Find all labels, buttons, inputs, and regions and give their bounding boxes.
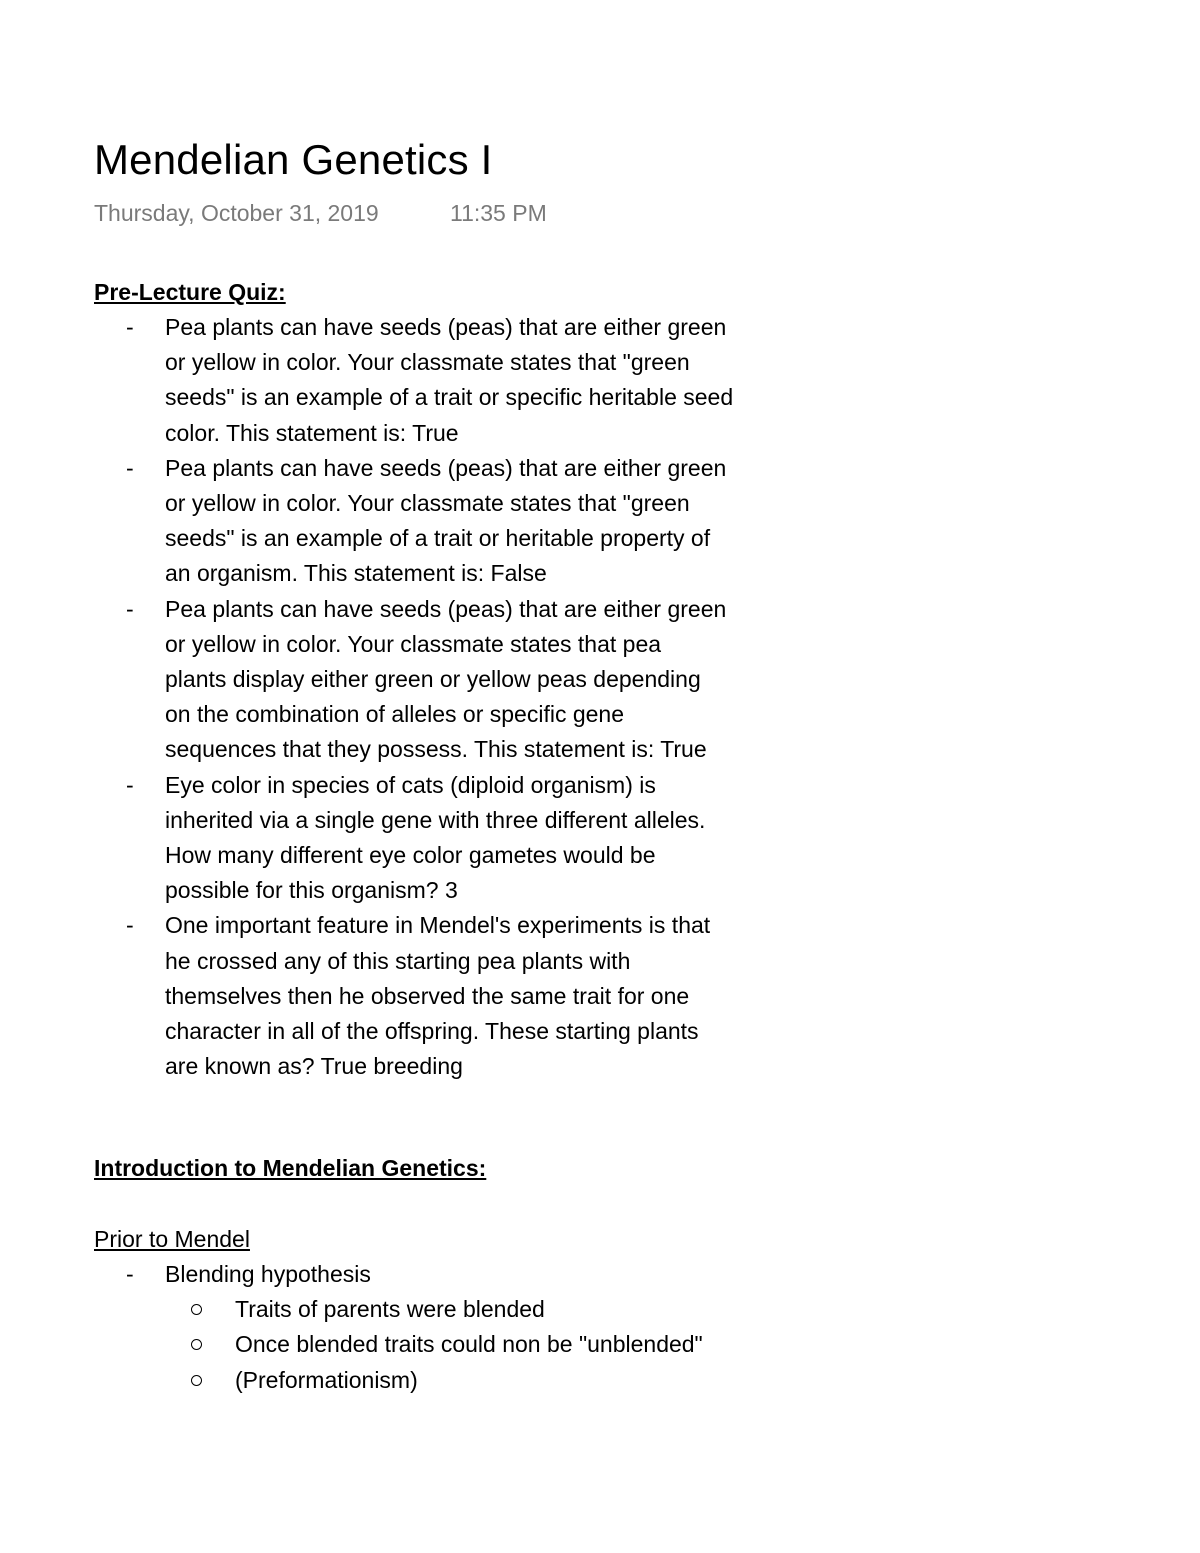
quiz-item-line: Pea plants can have seeds (peas) that are either green	[165, 314, 727, 340]
intro-subheading: Prior to Mendel	[94, 1226, 250, 1252]
quiz-item-line: How many different eye color gametes would be	[165, 842, 656, 869]
quiz-item	[94, 908, 824, 1084]
quiz-item	[94, 451, 824, 592]
note-timestamp	[94, 197, 547, 229]
dash-bullet: -	[126, 912, 134, 939]
quiz-item-line: or yellow in color. Your classmate states that "green	[165, 349, 690, 376]
intro-subitem	[94, 1327, 824, 1362]
quiz-item-line: inherited via a single gene with three different alleles.	[165, 806, 706, 833]
intro-subitem-text: (Preformationism)	[235, 1366, 418, 1393]
dash-bullet: -	[126, 314, 134, 340]
quiz-item	[94, 310, 824, 451]
intro-heading: Introduction to Mendelian Genetics:	[94, 1155, 487, 1181]
quiz-item-line: Pea plants can have seeds (peas) that are either green	[165, 595, 727, 622]
quiz-item-line: color. This statement is: True	[165, 419, 459, 446]
quiz-item-line: possible for this organism? 3	[165, 877, 458, 904]
page-title: Mendelian Genetics I	[94, 136, 493, 183]
dash-bullet: -	[126, 771, 134, 798]
intro-list	[94, 1257, 824, 1398]
quiz-item-line: are known as? True breeding	[165, 1053, 463, 1080]
quiz-item-line: on the combination of alleles or specific gene	[165, 701, 625, 728]
quiz-item-line: an organism. This statement is: False	[165, 560, 547, 587]
quiz-item-line: seeds" is an example of a trait or heritable property of	[165, 525, 711, 552]
quiz-item-line: Eye color in species of cats (diploid organism) is	[165, 771, 656, 798]
quiz-item-line: plants display either green or yellow peas depending	[165, 666, 701, 693]
quiz-heading: Pre-Lecture Quiz:	[94, 279, 286, 305]
quiz-item-line: themselves then he observed the same trait for one	[165, 982, 690, 1009]
quiz-item-line: Pea plants can have seeds (peas) that are either green	[165, 454, 727, 481]
quiz-item	[94, 592, 824, 768]
quiz-item	[94, 768, 824, 909]
quiz-item-line: character in all of the offspring. These starting plants	[165, 1018, 699, 1045]
quiz-item-line: sequences that they possess. This statement is: True	[165, 736, 707, 763]
dash-bullet: -	[126, 454, 134, 481]
intro-subitem-text: Once blended traits could non be "unblended"	[235, 1331, 703, 1358]
intro-item-label: Blending hypothesis	[165, 1261, 371, 1287]
quiz-item-line: or yellow in color. Your classmate states that pea	[165, 630, 662, 657]
intro-subitem	[94, 1363, 824, 1398]
quiz-item-line: seeds" is an example of a trait or specific heritable seed	[165, 384, 734, 411]
quiz-list	[94, 310, 824, 1084]
intro-item	[94, 1257, 824, 1398]
quiz-item-line: he crossed any of this starting pea plants with	[165, 947, 631, 974]
dash-bullet: -	[126, 1261, 134, 1287]
note-time: 11:35 PM	[450, 200, 547, 226]
note-date: Thursday, October 31, 2019	[94, 200, 379, 226]
intro-subitem-text: Traits of parents were blended	[235, 1296, 545, 1323]
circle-bullet-icon	[191, 1375, 202, 1386]
quiz-item-line: or yellow in color. Your classmate states that "green	[165, 490, 690, 517]
intro-sublist	[165, 1292, 824, 1398]
intro-subitem	[94, 1292, 824, 1327]
quiz-item-line: One important feature in Mendel's experiments is that	[165, 912, 711, 939]
dash-bullet: -	[126, 595, 134, 622]
